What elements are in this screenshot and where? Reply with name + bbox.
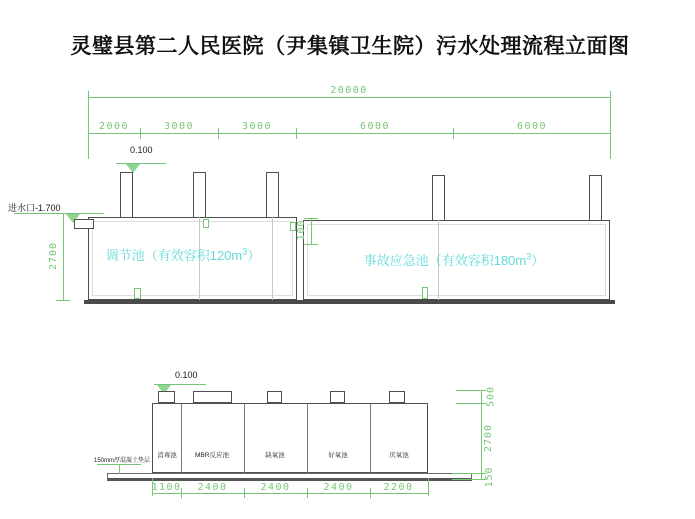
compartment-label: MBR反应池 bbox=[195, 452, 229, 459]
tank-label-text: 调节池（有效容积120m bbox=[105, 248, 243, 263]
level-label: 0.100 bbox=[175, 370, 198, 380]
dim-label-right: 150 bbox=[484, 466, 495, 488]
dim-tick bbox=[218, 128, 219, 139]
emergency-tank-label bbox=[340, 250, 568, 269]
dim-line-segments bbox=[88, 133, 610, 134]
regulating-tank-label bbox=[92, 245, 274, 264]
inlet-pipe bbox=[74, 219, 94, 229]
dim-line-right bbox=[481, 390, 482, 479]
vent-column bbox=[120, 172, 133, 218]
compartment-divider bbox=[370, 403, 371, 473]
dim-label-segment: 6000 bbox=[516, 121, 548, 132]
dim-line-total bbox=[88, 97, 610, 98]
compartment-label: 好氧池 bbox=[328, 452, 348, 459]
treatment-unit-outline bbox=[152, 403, 428, 473]
dim-line-bottom bbox=[152, 493, 428, 494]
tank-label-text: ） bbox=[531, 253, 545, 268]
dim-label-segment: 2200 bbox=[383, 482, 414, 493]
drawing-title: 灵璧县第二人民医院（尹集镇卫生院）污水处理流程立面图 bbox=[70, 34, 630, 58]
tank-label-text: 事故应急池（有效容积180m bbox=[363, 253, 527, 268]
dim-tick bbox=[453, 128, 454, 139]
dim-label-height: 2700 bbox=[48, 241, 59, 271]
dim-extension-right bbox=[610, 91, 611, 159]
vent-box bbox=[389, 391, 405, 403]
vent-box bbox=[193, 391, 232, 403]
vent-column bbox=[193, 172, 206, 218]
inlet-label: 进水口-1.700 bbox=[8, 203, 61, 213]
compartment-divider bbox=[181, 403, 182, 473]
dim-label-right: 2700 bbox=[483, 423, 494, 453]
dim-tick bbox=[56, 300, 70, 301]
dim-label-segment: 3000 bbox=[241, 121, 273, 132]
dim-extension bbox=[428, 478, 429, 496]
dim-label-segment: 2400 bbox=[260, 482, 291, 493]
pipe-opening bbox=[422, 287, 428, 299]
concrete-cushion-slab bbox=[107, 473, 472, 481]
dim-extension bbox=[452, 479, 486, 480]
dim-label-segment: 2000 bbox=[98, 121, 130, 132]
dim-label-segment: 3000 bbox=[163, 121, 195, 132]
slab-leader-line bbox=[119, 464, 120, 474]
tank-base-slab bbox=[300, 300, 615, 304]
level-line bbox=[116, 163, 166, 164]
dim-label-right: 500 bbox=[485, 385, 497, 408]
compartment-divider bbox=[307, 403, 308, 473]
dim-tick bbox=[56, 213, 70, 214]
dim-line-gap bbox=[311, 218, 312, 244]
vent-box bbox=[267, 391, 282, 403]
compartment-label: 厌氧池 bbox=[389, 452, 409, 459]
level-label: 0.100 bbox=[130, 145, 153, 155]
dim-line-height bbox=[63, 213, 64, 300]
dim-label-segment: 2400 bbox=[197, 482, 228, 493]
dim-label-segment: 2400 bbox=[323, 482, 354, 493]
dim-label-segment: 1100 bbox=[151, 482, 182, 493]
vent-box bbox=[330, 391, 345, 403]
vent-column bbox=[432, 175, 445, 221]
tank-label-sup: 3 bbox=[526, 251, 532, 262]
dim-tick bbox=[370, 488, 371, 498]
tank-base-slab bbox=[84, 300, 301, 304]
tank-label-text: ） bbox=[247, 248, 261, 263]
compartment-label: 消毒池 bbox=[157, 452, 177, 459]
vent-column bbox=[589, 175, 602, 221]
dim-label-gap: 100 bbox=[296, 219, 307, 241]
dim-tick bbox=[296, 128, 297, 139]
pipe-opening bbox=[134, 288, 141, 299]
vent-box bbox=[158, 391, 175, 403]
slab-note: 150mm厚混凝土垫层 bbox=[94, 458, 151, 464]
dim-tick bbox=[307, 488, 308, 498]
tank-label-sup: 3 bbox=[242, 246, 248, 257]
compartment-divider bbox=[244, 403, 245, 473]
pipe-opening bbox=[203, 219, 209, 228]
dim-label-segment: 6000 bbox=[359, 121, 391, 132]
compartment-label: 缺氧池 bbox=[265, 452, 285, 459]
dim-tick bbox=[244, 488, 245, 498]
dim-tick bbox=[140, 128, 141, 139]
dim-label-total: 20000 bbox=[330, 85, 368, 96]
vent-column bbox=[266, 172, 279, 218]
